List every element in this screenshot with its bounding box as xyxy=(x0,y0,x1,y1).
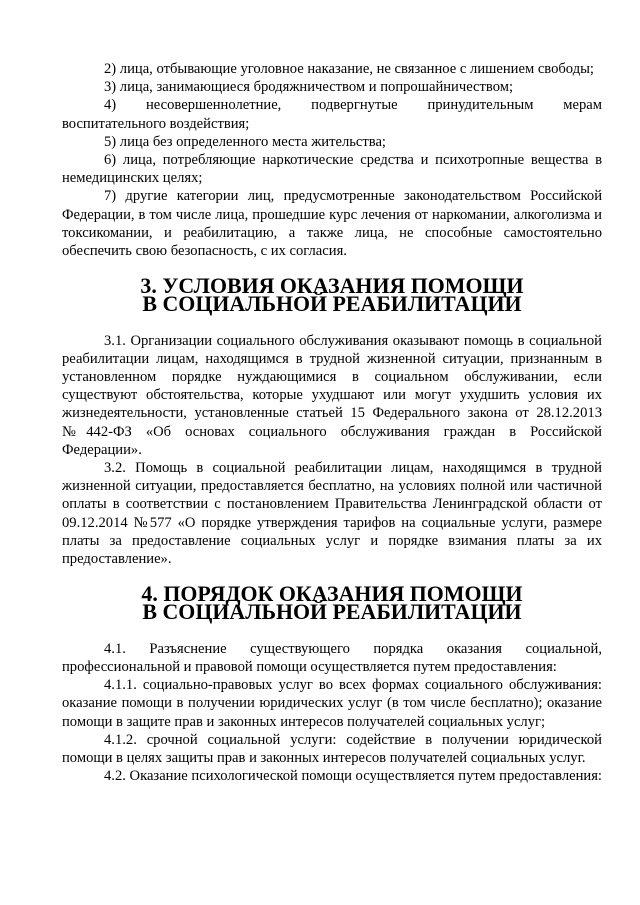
spacer xyxy=(62,314,602,332)
section-4-heading-line1: 4. ПОРЯДОК ОКАЗАНИЯ ПОМОЩИ xyxy=(141,581,523,607)
section-3-heading-line2: В СОЦИАЛЬНОЙ РЕАБИЛИТАЦИИ xyxy=(142,291,522,317)
list-item-4: 4) несовершеннолетние, подвергнутые принудительным мерам воспитательного воздействия; xyxy=(62,97,602,132)
list-item-2: 2) лица, отбывающие уголовное наказание, не связанное с лишением свободы; xyxy=(104,61,594,77)
section-3-heading xyxy=(62,273,602,317)
list-item-6: 6) лица, потребляющие наркотические средства и психотропные вещества в немедицинских целях; xyxy=(62,152,602,187)
paragraph-3-2: 3.2. Помощь в социальной реабилитации лицам, находящимся в трудной жизненной ситуации, предоставляется бесплатно, на условиях полной или частичной оплаты в соответствии с постановлением Правительства Ленинградской области от 09.12.2014 №577 «О порядке утверждения тарифов на социальные услуги, размере платы за предоставление социальных услуг и порядке взимания платы за их предоставление». xyxy=(62,460,602,568)
paragraph-3-1: 3.1. Организации социального обслуживания оказывают помощь в социальной реабилитации лицам, находящимся в трудной жизненной ситуации, признанным в установленном порядке нуждающимися в социальном обслуживании, если существуют обстоятельства, которые ухудшают или могут ухудшить условия их жизнедеятельности, установленные статьей 15 Федерального закона от 28.12.2013 №442-ФЗ «Об основах социального обслуживания граждан в Российской Федерации». xyxy=(62,332,602,458)
paragraph-4-1-1: 4.1.1. социально-правовых услуг во всех формах социального обслуживания: оказание помощи в получении юридических услуг (в том числе бесплатно); оказание помощи в защите прав и законных интересов получателей социальных услуг; xyxy=(62,677,602,730)
spacer xyxy=(62,622,602,640)
section-3-heading-line1: 3. УСЛОВИЯ ОКАЗАНИЯ ПОМОЩИ xyxy=(140,273,524,299)
section-4-heading xyxy=(62,581,602,625)
list-item-3: 3) лица, занимающиеся бродяжничеством и попрошайничеством; xyxy=(104,79,514,96)
paragraph-4-1: 4.1. Разъяснение существующего порядка оказания социальной, профессиональной и правовой помощи осуществляется путем предоставления: xyxy=(62,640,602,675)
paragraph-4-1-2: 4.1.2. срочной социальной услуги: содействие в получении юридической помощи в целях защиты прав и законных интересов получателей социальных услуг. xyxy=(62,731,602,766)
paragraph-4-2: 4.2. Оказание психологической помощи осуществляется путем предоставления: xyxy=(104,768,602,785)
list-item-5: 5) лица без определенного места жительства; xyxy=(104,133,386,150)
list-item-7: 7) другие категории лиц, предусмотренные законодательством Российской Федерации, в том числе лица, прошедшие курс лечения от наркомании, алкоголизма и токсикомании, и реабилитацию, а также лица, не способные самостоятельно обеспечить свою безопасность, с их согласия. xyxy=(62,188,602,260)
section-4-heading-line2: В СОЦИАЛЬНОЙ РЕАБИЛИТАЦИИ xyxy=(142,599,522,625)
